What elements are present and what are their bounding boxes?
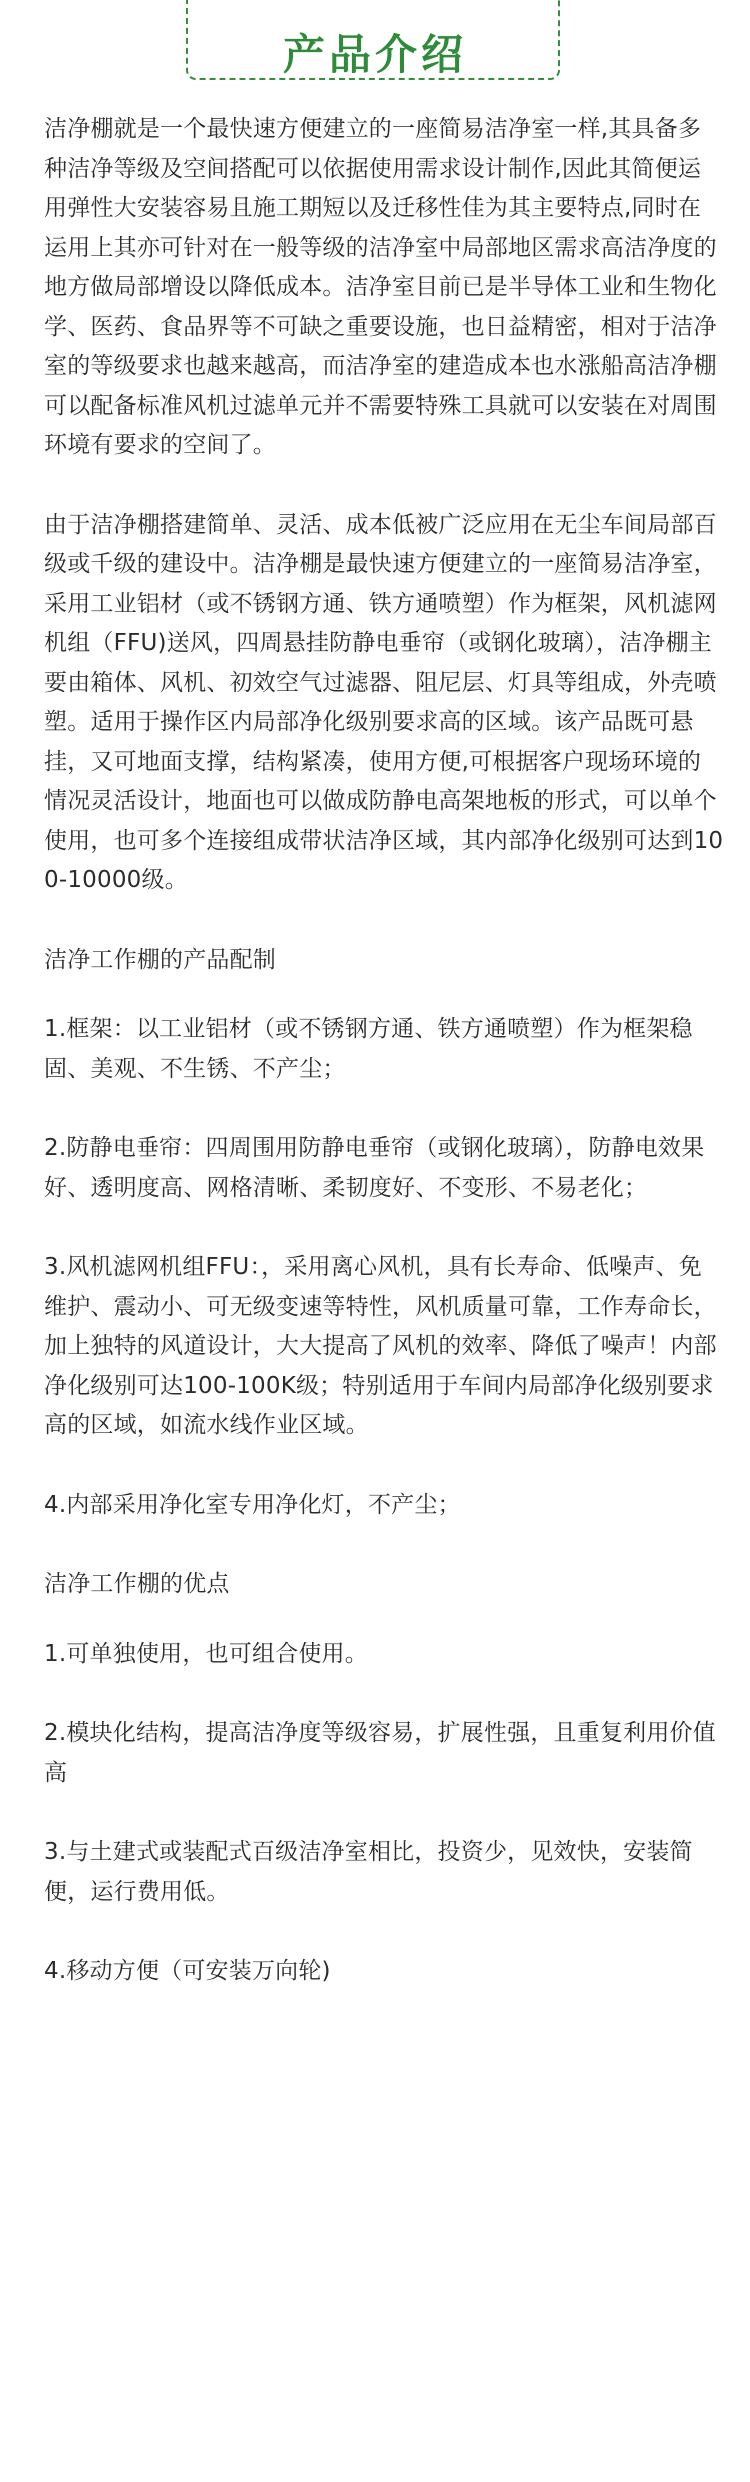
list-item-light: 4.内部采用净化室专用净化灯，不产尘；: [44, 1491, 461, 1518]
page-title: 产品介绍: [282, 30, 467, 79]
list-item-cost: 3.与土建式或装配式百级洁净室相比，投资少，见效快，安装简便，运行费用低。: [44, 1839, 693, 1905]
section-heading-advantages: 洁净工作棚的优点: [44, 1571, 230, 1597]
paragraph-application: 由于洁净棚搭建简单、灵活、成本低被广泛应用在无尘车间局部百级或千级的建设中。洁净棚是最快速方便建立的一座简易洁净室，采用工业铝材（或不锈钢方通、铁方通喷塑）作为框架，风机滤网机组（FFU)送风，四周悬挂防静电垂帘（或钢化玻璃），洁净棚主要由箱体、风机、初效空气过滤器、阻尼层、灯具等组成，外壳喷塑。适用于操作区内局部净化级别要求高的区域。该产品既可悬挂，又可地面支撑，结构紧凑，使用方便,可根据客户现场环境的情况灵活设计，地面也可以做成防静电高架地板的形式，可以单个使用，也可多个连接组成带状洁净区域，其内部净化级别可达到100-10000级。: [44, 511, 724, 893]
section-heading-config: 洁净工作棚的产品配制: [44, 946, 276, 973]
list-item-ffu: 3.风机滤网机组FFU：，采用离心风机，具有长寿命、低噪声、免维护、震动小、可无级变速等特性，风机质量可靠，工作寿命长，加上独特的风道设计，大大提高了风机的效率、降低了噪声！内部净化级别可达100-100K级；特别适用于车间内局部净化级别要求高的区域，如流水线作业区域。: [44, 1254, 717, 1438]
list-item-modular: 2.模块化结构，提高洁净度等级容易，扩展性强，且重复利用价值高: [44, 1720, 716, 1786]
paragraph-intro: 洁净棚就是一个最快速方便建立的一座简易洁净室一样,其具备多种洁净等级及空间搭配可以依据使用需求设计制作,因此其简便运用弹性大安装容易且施工期短以及迁移性佳为其主要特点,同时在运用上其亦可针对在一般等级的洁净室中局部地区需求高洁净度的地方做局部增设以降低成本。洁净室目前已是半导体工业和生物化学、医药、食品界等不可缺之重要设施，也日益精密，相对于洁净室的等级要求也越来越高，而洁净室的建造成本也水涨船高洁净棚可以配备标准风机过滤单元并不需要特殊工具就可以安装在对周围环境有要求的空间了。: [44, 116, 717, 458]
list-item-frame: 1.框架：以工业铝材（或不锈钢方通、铁方通喷塑）作为框架稳固、美观、不生锈、不产尘；: [44, 1016, 693, 1082]
list-item-usage: 1.可单独使用，也可组合使用。: [44, 1640, 368, 1667]
list-item-curtain: 2.防静电垂帘：四周围用防静电垂帘（或钢化玻璃），防静电效果好、透明度高、网格清晰、柔韧度好、不变形、不易老化；: [44, 1135, 705, 1201]
list-item-mobility: 4.移动方便（可安装万向轮): [44, 1958, 331, 1984]
article-body: [44, 110, 724, 2032]
